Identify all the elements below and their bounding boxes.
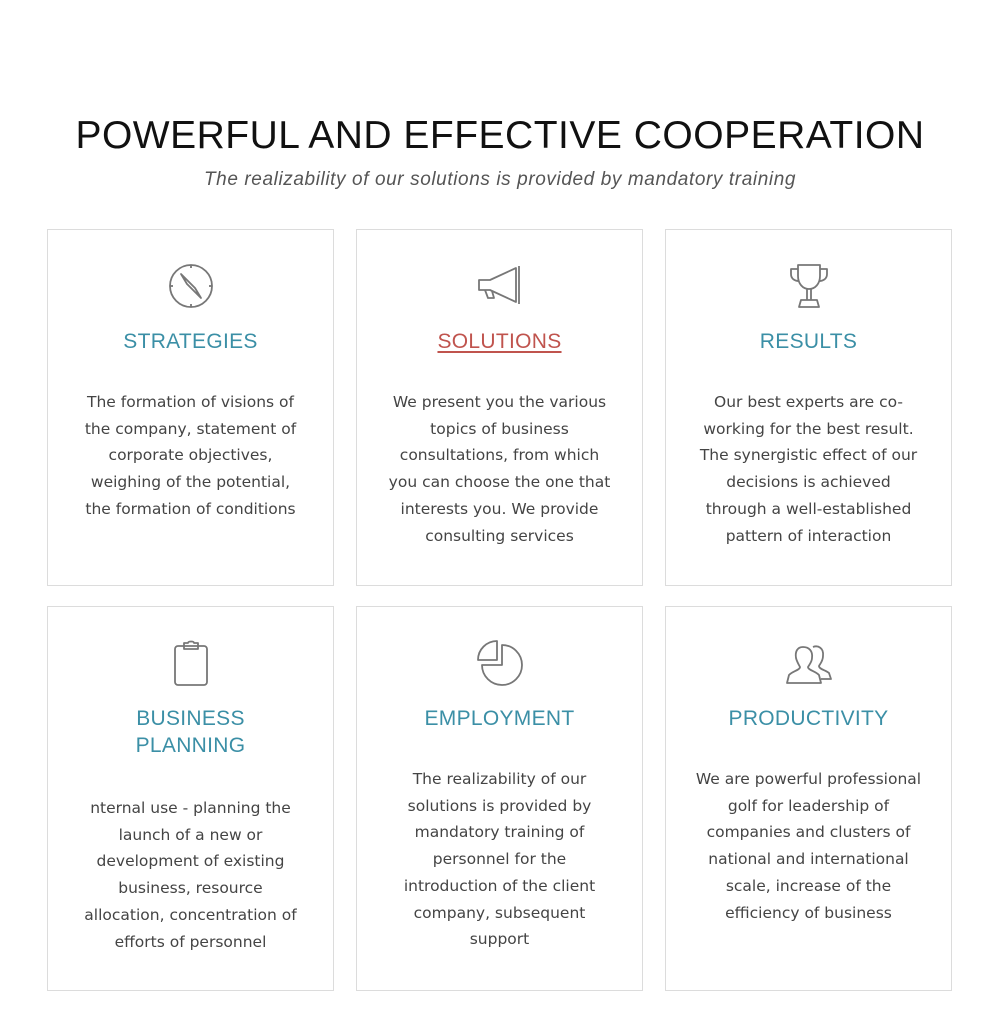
users-icon (785, 639, 833, 687)
pie-chart-icon (476, 639, 524, 687)
section-title: POWERFUL AND EFFECTIVE COOPERATION (75, 114, 925, 157)
section-subtitle: The realizability of our solutions is provided by mandatory training (203, 169, 797, 190)
feature-card-employment (356, 606, 643, 991)
feature-card-solutions (356, 229, 643, 586)
card-title: BUSINESS PLANNING (135, 707, 246, 757)
card-description: The realizability of our solutions is provided by mandatory training of personnel for the introduction of the client company, subsequent support (403, 770, 596, 949)
card-description: Our best experts are co-working for the best result. The synergistic effect of our decisions is achieved through a well-established pattern of interaction (699, 393, 918, 545)
card-description: nternal use - planning the launch of a new or development of existing business, resource allocation, concentration of efforts of personnel (84, 799, 297, 951)
card-title: EMPLOYMENT (424, 707, 575, 730)
card-description: The formation of visions of the company, statement of corporate objectives, weighing of the potential, the formation of conditions (84, 393, 297, 518)
card-title-link[interactable]: SOLUTIONS (437, 330, 562, 353)
section-header (0, 112, 1000, 192)
card-description: We are powerful professional golf for leadership of companies and clusters of national and international scale, increase of the efficiency of business (695, 770, 922, 922)
card-title: PRODUCTIVITY (728, 707, 889, 730)
card-title: RESULTS (759, 330, 858, 353)
trophy-icon (785, 262, 833, 310)
clipboard-icon (167, 639, 215, 687)
compass-icon (167, 262, 215, 310)
card-description: We present you the various topics of business consultations, from which you can choose the one that interests you. We provide consulting services (388, 393, 611, 545)
feature-card-strategies (47, 229, 334, 586)
feature-card-business-planning (47, 606, 334, 991)
megaphone-icon (476, 262, 524, 310)
feature-card-productivity (665, 606, 952, 991)
card-title: STRATEGIES (123, 330, 258, 353)
feature-card-results (665, 229, 952, 586)
